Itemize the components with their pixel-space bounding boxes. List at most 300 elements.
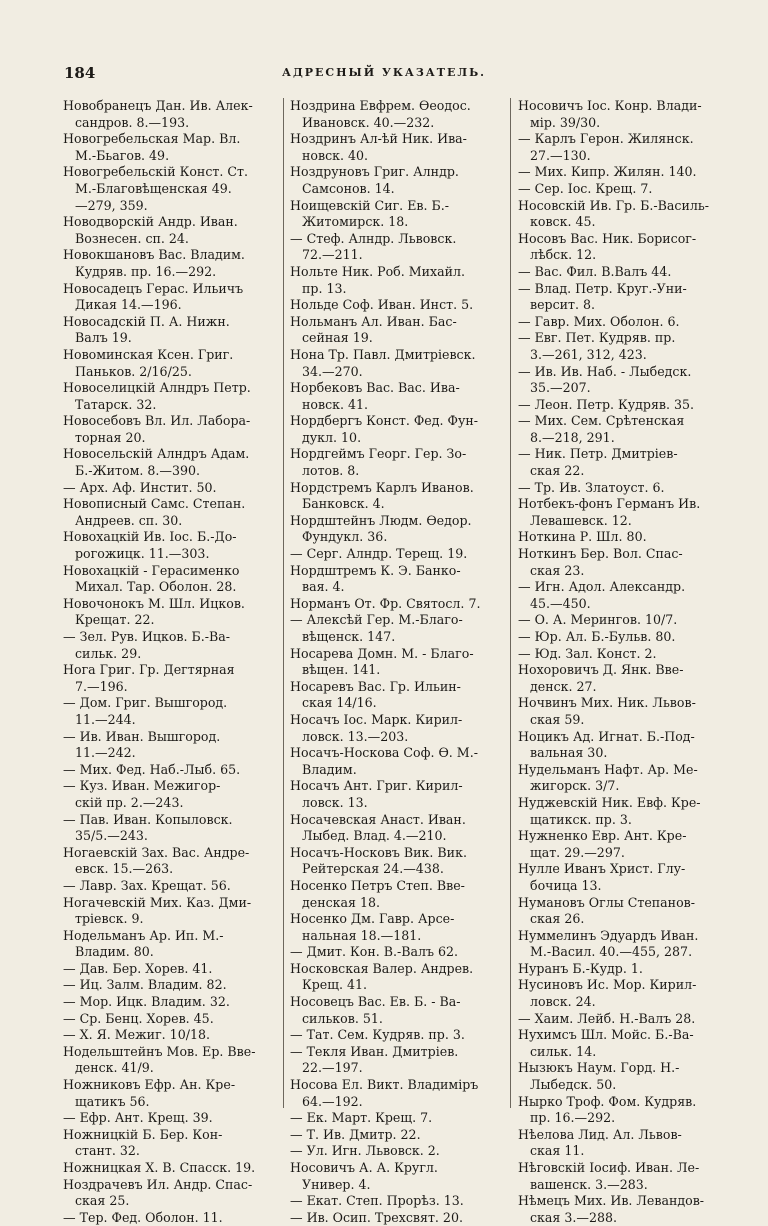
entry-continuation: евск. 15.—263. — [75, 861, 174, 877]
directory-entry — [63, 812, 281, 845]
entry-line: — Ив. Иван. Вышгород. — [63, 728, 221, 744]
directory-entry — [290, 264, 508, 297]
directory-entry — [518, 364, 736, 397]
entry-continuation: Паньков. 2/16/25. — [75, 363, 192, 379]
entry-line: Ноздрачевъ Ил. Андр. Спас- — [63, 1176, 253, 1192]
directory-entry — [290, 1077, 508, 1110]
entry-continuation: нальная 18.—181. — [302, 927, 422, 943]
directory-entry — [518, 413, 736, 446]
entry-continuation: Универ. 4. — [302, 1176, 371, 1192]
entry-line: Ноздруновъ Григ. Алндр. — [290, 164, 459, 180]
entry-line: Нудельманъ Нафт. Ар. Ме- — [518, 761, 698, 777]
entry-continuation: 72.—211. — [302, 247, 363, 263]
entry-line: Нона Тр. Павл. Дмитріевск. — [290, 346, 476, 362]
entry-line: — Пав. Иван. Копыловск. — [63, 811, 233, 827]
entry-line: — Влад. Петр. Круг.-Уни- — [518, 280, 687, 296]
directory-entry — [63, 413, 281, 446]
directory-entry — [518, 1193, 736, 1226]
entry-line: — Мих. Кипр. Жилян. 140. — [518, 164, 697, 180]
directory-entry — [518, 181, 736, 198]
entry-continuation: Андреев. сп. 30. — [75, 512, 183, 528]
entry-line: Носачевская Анаст. Иван. — [290, 811, 466, 827]
entry-continuation: Дикая 14.—196. — [75, 297, 182, 313]
directory-entry — [63, 131, 281, 164]
directory-entry — [518, 330, 736, 363]
column-divider — [283, 98, 284, 1108]
entry-continuation: Крещ. 41. — [302, 977, 368, 993]
entry-line: Носковская Валер. Андрев. — [290, 960, 474, 976]
entry-line: — Юр. Ал. Б.-Бульв. 80. — [518, 629, 676, 644]
entry-line: Нухимсъ Шл. Мойс. Б.-Ва- — [518, 1027, 694, 1043]
entry-line: — Мих. Фед. Наб.-Лыб. 65. — [63, 761, 241, 777]
entry-line: Новосадскій П. А. Нижн. — [63, 313, 230, 329]
entry-continuation: ловск. 24. — [530, 994, 596, 1010]
entry-continuation: лотов. 8. — [302, 463, 360, 479]
entry-continuation: ловск. 13.—203. — [302, 728, 409, 744]
entry-line: — Лавр. Зах. Крещат. 56. — [63, 877, 231, 893]
entry-continuation: дукл. 10. — [302, 429, 362, 445]
column-divider — [510, 98, 511, 1108]
directory-entry — [518, 1011, 736, 1028]
entry-line: Новосебовъ Вл. Ил. Лабора- — [63, 413, 251, 429]
directory-column-1 — [63, 98, 281, 1226]
entry-line: — Дмит. Кон. В.-Валъ 62. — [290, 944, 459, 960]
entry-continuation: 64.—192. — [302, 1093, 363, 1109]
directory-entry — [290, 679, 508, 712]
entry-line: — Ив. Ив. Наб. - Лыбедск. — [518, 363, 692, 379]
entry-continuation: Татарск. 32. — [75, 396, 157, 412]
directory-entry — [290, 1193, 508, 1210]
entry-continuation: Житомирск. 18. — [302, 214, 409, 230]
directory-entry — [290, 612, 508, 645]
directory-entry — [63, 629, 281, 662]
entry-line: Нѣговскій Іосиф. Иван. Ле- — [518, 1160, 700, 1175]
entry-continuation: щатикск. пр. 3. — [530, 811, 632, 827]
entry-continuation: пр. 13. — [302, 280, 347, 296]
entry-continuation: стант. 32. — [75, 1143, 140, 1159]
directory-entry — [290, 812, 508, 845]
entry-line: Нотбекъ-фонъ Германъ Ив. — [518, 496, 701, 512]
directory-entry — [518, 264, 736, 281]
entry-line: Норбековъ Вас. Вас. Ива- — [290, 380, 460, 396]
entry-line: Новогребельскій Конст. Ст. — [63, 164, 248, 180]
entry-line: Новобранецъ Дан. Ив. Алек- — [63, 98, 253, 113]
directory-entry — [63, 1027, 281, 1044]
entry-continuation: торная 20. — [75, 429, 146, 445]
entry-continuation: ковск. 45. — [530, 214, 596, 230]
entry-continuation: Владим. — [302, 761, 357, 777]
directory-entry — [518, 828, 736, 861]
directory-entry — [290, 911, 508, 944]
entry-line: — Гавр. Мих. Оболон. 6. — [518, 313, 680, 329]
entry-continuation: сандров. 8.—193. — [75, 114, 190, 130]
entry-continuation: вашенск. 3.—283. — [530, 1176, 648, 1192]
directory-entry — [518, 281, 736, 314]
entry-continuation: тріевск. 9. — [75, 911, 144, 927]
entry-line: Ножниковъ Ефр. Ан. Кре- — [63, 1077, 236, 1093]
entry-line: — Дом. Григ. Вышгород. — [63, 695, 228, 711]
entry-continuation: М.-Благовѣщенская 49. — [75, 180, 232, 196]
entry-continuation: денск. 41/9. — [75, 1060, 154, 1076]
entry-continuation: сильк. 14. — [530, 1043, 597, 1059]
entry-continuation: 8.—218, 291. — [530, 429, 615, 445]
directory-entry — [290, 745, 508, 778]
entry-line: Нѣелова Лид. Ал. Львов- — [518, 1126, 682, 1142]
entry-continuation: Фундукл. 36. — [302, 529, 388, 545]
directory-entry — [290, 1027, 508, 1044]
entry-line: — Ефр. Ант. Крещ. 39. — [63, 1110, 213, 1126]
directory-entry — [290, 546, 508, 563]
directory-entry — [290, 198, 508, 231]
entry-line: — Стеф. Алндр. Львовск. — [290, 230, 457, 246]
directory-entry — [518, 662, 736, 695]
directory-column-2 — [290, 98, 508, 1226]
entry-continuation: денская 18. — [302, 894, 381, 910]
entry-line: — Леон. Петр. Кудряв. 35. — [518, 396, 695, 412]
directory-entry — [518, 480, 736, 497]
entry-line: Новосадецъ Герас. Ильичъ — [63, 280, 244, 296]
directory-entry — [290, 878, 508, 911]
directory-entry — [518, 397, 736, 414]
entry-continuation: 22.—197. — [302, 1060, 363, 1076]
directory-entry — [290, 961, 508, 994]
directory-entry — [63, 977, 281, 994]
entry-continuation: Лыбед. Влад. 4.—210. — [302, 828, 447, 844]
entry-continuation: ская 23. — [530, 562, 585, 578]
entry-line: Носовскій Ив. Гр. Б.-Василь- — [518, 197, 709, 213]
entry-continuation: 34.—270. — [302, 363, 363, 379]
entry-line: Норманъ От. Фр. Святосл. 7. — [290, 595, 481, 611]
entry-line: Новохацкій Ив. Іос. Б.-До- — [63, 529, 237, 545]
entry-line: — Мих. Сем. Срѣтенская — [518, 413, 685, 429]
directory-entry — [518, 164, 736, 181]
directory-entry — [518, 977, 736, 1010]
entry-line: Нодельштейнъ Мов. Ер. Вве- — [63, 1043, 256, 1059]
directory-entry — [63, 878, 281, 895]
directory-entry — [63, 1160, 281, 1177]
entry-line: Носачъ Іос. Марк. Кирил- — [290, 711, 463, 727]
entry-line: — Ср. Бенц. Хорев. 45. — [63, 1010, 214, 1026]
directory-entry — [63, 347, 281, 380]
directory-entry — [63, 314, 281, 347]
entry-continuation: ская 26. — [530, 911, 585, 927]
entry-continuation: ская 22. — [530, 463, 585, 479]
entry-continuation: бочица 13. — [530, 877, 602, 893]
entry-line: Новописный Самс. Степан. — [63, 496, 246, 512]
directory-entry — [63, 1044, 281, 1077]
directory-entry — [290, 297, 508, 314]
directory-entry — [290, 164, 508, 197]
entry-line: — Серг. Алндр. Терещ. 19. — [290, 546, 468, 562]
directory-entry — [63, 214, 281, 247]
directory-entry — [290, 380, 508, 413]
entry-line: — Вас. Фил. В.Валъ 44. — [518, 263, 672, 279]
entry-line: Ногаевскій Зах. Вас. Андре- — [63, 844, 250, 860]
directory-entry — [518, 928, 736, 961]
directory-entry — [290, 596, 508, 613]
entry-line: Нѣмецъ Мих. Ив. Левандов- — [518, 1193, 705, 1209]
directory-entry — [63, 281, 281, 314]
directory-entry — [290, 712, 508, 745]
directory-entry — [63, 596, 281, 629]
directory-entry — [518, 546, 736, 579]
directory-entry — [290, 347, 508, 380]
entry-continuation: щатикъ 56. — [75, 1093, 150, 1109]
entry-line: — Куз. Иван. Межигор- — [63, 778, 221, 794]
entry-continuation: М.-Васил. 40.—455, 287. — [530, 944, 693, 960]
directory-entry — [518, 612, 736, 629]
entry-line: — Иц. Залм. Владим. 82. — [63, 977, 227, 993]
entry-continuation: Лыбедск. 50. — [530, 1077, 617, 1093]
entry-line: — Сер. Іос. Крещ. 7. — [518, 180, 653, 196]
entry-line: — Т. Ив. Дмитр. 22. — [290, 1126, 421, 1142]
entry-line: Носаревъ Вас. Гр. Ильин- — [290, 678, 461, 694]
directory-entry — [518, 529, 736, 546]
directory-entry — [518, 98, 736, 131]
directory-entry — [518, 1027, 736, 1060]
entry-continuation: 7.—196. — [75, 678, 128, 694]
entry-continuation: пр. 16.—292. — [530, 1110, 616, 1126]
entry-line: Нольде Соф. Иван. Инст. 5. — [290, 297, 474, 313]
running-head: АДРЕСНЫЙ УКАЗАТЕЛЬ. — [282, 66, 486, 79]
directory-entry — [290, 1110, 508, 1127]
entry-continuation: денск. 27. — [530, 678, 597, 694]
directory-entry — [518, 629, 736, 646]
entry-continuation: ская 3.—288. — [530, 1209, 618, 1225]
entry-continuation: 11.—242. — [75, 745, 136, 761]
entry-line: Ночвинъ Мих. Ник. Львов- — [518, 695, 696, 711]
entry-line: Нуджевскій Ник. Евф. Кре- — [518, 794, 701, 810]
directory-entry — [518, 446, 736, 479]
entry-line: Носова Ел. Викт. Владиміръ — [290, 1077, 479, 1093]
entry-continuation: рогожицк. 11.—303. — [75, 546, 210, 562]
entry-line: — Дав. Бер. Хорев. 41. — [63, 960, 213, 976]
entry-continuation: вѣщен. 141. — [302, 662, 381, 678]
directory-entry — [63, 994, 281, 1011]
directory-entry — [290, 1160, 508, 1193]
entry-continuation: Вознесен. сп. 24. — [75, 230, 189, 246]
entry-line: Носачъ-Носковъ Вик. Вик. — [290, 844, 467, 860]
entry-line: Нога Григ. Гр. Дегтярная — [63, 662, 235, 678]
entry-line: Носарева Домн. М. - Благо- — [290, 645, 474, 661]
directory-entry — [518, 496, 736, 529]
directory-entry — [290, 778, 508, 811]
entry-line: — Ул. Игн. Львовск. 2. — [290, 1143, 440, 1159]
entry-line: Ноткинъ Бер. Вол. Спас- — [518, 546, 683, 562]
entry-line: — Тат. Сем. Кудряв. пр. 3. — [290, 1027, 465, 1043]
entry-line: Новоминская Ксен. Григ. — [63, 346, 234, 362]
entry-continuation: Кудряв. пр. 16.—292. — [75, 263, 217, 279]
page-number: 184 — [64, 64, 96, 82]
directory-entry — [518, 861, 736, 894]
entry-continuation: вая. 4. — [302, 579, 345, 595]
entry-continuation: —279, 359. — [75, 197, 148, 213]
entry-line: — Алексѣй Гер. М.-Благо- — [290, 612, 463, 628]
directory-entry — [290, 646, 508, 679]
directory-entry — [518, 762, 736, 795]
entry-continuation: скій пр. 2.—243. — [75, 794, 184, 810]
entry-continuation: ская 25. — [75, 1193, 130, 1209]
entry-continuation: ская 59. — [530, 711, 585, 727]
entry-line: Носачъ Ант. Григ. Кирил- — [290, 778, 463, 794]
directory-entry — [63, 1210, 281, 1226]
entry-continuation: Владим. 80. — [75, 944, 154, 960]
entry-line: Ножницкая Х. В. Спасск. 19. — [63, 1160, 256, 1175]
directory-entry — [290, 480, 508, 513]
directory-entry — [290, 314, 508, 347]
directory-entry — [290, 446, 508, 479]
entry-continuation: жигорск. 3/7. — [530, 778, 620, 794]
entry-continuation: версит. 8. — [530, 297, 596, 313]
entry-line: Нумановъ Оглы Степанов- — [518, 894, 696, 910]
entry-line: — Текля Иван. Дмитріев. — [290, 1043, 459, 1059]
entry-line: — Тер. Фед. Оболон. 11. — [63, 1209, 223, 1225]
entry-line: — Арх. Аф. Инстит. 50. — [63, 479, 217, 495]
entry-continuation: Б.-Житом. 8.—390. — [75, 463, 201, 479]
entry-line: Нуранъ Б.-Кудр. 1. — [518, 960, 643, 976]
entry-continuation: 35/5.—243. — [75, 828, 148, 844]
directory-entry — [518, 231, 736, 264]
directory-entry — [63, 247, 281, 280]
directory-entry — [63, 1177, 281, 1210]
entry-line: — Екат. Степ. Прорѣз. 13. — [290, 1193, 464, 1209]
directory-entry — [63, 729, 281, 762]
entry-line: — Зел. Рув. Ицков. Б.-Ва- — [63, 629, 231, 644]
directory-entry — [290, 98, 508, 131]
directory-entry — [63, 778, 281, 811]
entry-continuation: мір. 39/30. — [530, 114, 601, 130]
directory-entry — [518, 895, 736, 928]
entry-continuation: новск. 40. — [302, 147, 369, 163]
directory-entry — [63, 895, 281, 928]
directory-entry — [518, 961, 736, 978]
entry-line: — Юд. Зал. Конст. 2. — [518, 645, 657, 661]
entry-continuation: сильк. 29. — [75, 645, 142, 661]
directory-entry — [518, 695, 736, 728]
directory-entry — [290, 845, 508, 878]
entry-line: Ноздрина Евфрем. Ѳеодос. — [290, 98, 471, 113]
directory-entry — [290, 944, 508, 961]
entry-line: Носовецъ Вас. Ев. Б. - Ва- — [290, 994, 461, 1010]
entry-line: Нусиновъ Ис. Мор. Кирил- — [518, 977, 697, 993]
entry-line: Ногачевскій Мих. Каз. Дми- — [63, 894, 252, 910]
directory-entry — [63, 1077, 281, 1110]
entry-continuation: Рейтерская 24.—438. — [302, 861, 444, 877]
entry-line: Новодворскій Андр. Иван. — [63, 214, 238, 230]
entry-line: Нордгеймъ Георг. Гер. Зо- — [290, 446, 467, 462]
entry-line: Нодельманъ Ар. Ип. М.- — [63, 927, 224, 943]
entry-line: Ноткина Р. Шл. 80. — [518, 529, 647, 545]
directory-entry — [518, 729, 736, 762]
directory-entry — [290, 413, 508, 446]
directory-entry — [518, 198, 736, 231]
directory-entry — [63, 496, 281, 529]
entry-continuation: Михал. Тар. Оболон. 28. — [75, 579, 237, 595]
entry-line: Ножницкій Б. Бер. Кон- — [63, 1126, 223, 1142]
entry-line: — Ив. Осип. Трехсвят. 20. — [290, 1209, 463, 1225]
entry-line: Носовъ Вас. Ник. Борисог- — [518, 230, 697, 246]
directory-entry — [63, 529, 281, 562]
directory-entry — [63, 1127, 281, 1160]
directory-entry — [63, 961, 281, 978]
entry-line: — Хаим. Лейб. Н.-Валъ 28. — [518, 1010, 696, 1026]
entry-line: Нызюкъ Наум. Горд. Н.- — [518, 1060, 680, 1076]
entry-line: Носенко Дм. Гавр. Арсе- — [290, 911, 455, 927]
entry-line: Носенко Петръ Степ. Вве- — [290, 877, 465, 893]
entry-line: Новосельскій Алндръ Адам. — [63, 446, 250, 462]
entry-line: Новогребельская Мар. Вл. — [63, 131, 241, 147]
entry-continuation: новск. 41. — [302, 396, 369, 412]
entry-continuation: Крещат. 22. — [75, 612, 155, 628]
directory-entry — [518, 1094, 736, 1127]
entry-line: Носовичъ А. А. Кругл. — [290, 1160, 438, 1175]
entry-continuation: щат. 29.—297. — [530, 844, 625, 860]
directory-entry — [63, 1110, 281, 1127]
entry-line: — Ник. Петр. Дмитріев- — [518, 446, 678, 462]
directory-entry — [518, 1160, 736, 1193]
entry-line: Новочонокъ М. Шл. Ицков. — [63, 595, 245, 611]
directory-entry — [290, 131, 508, 164]
entry-continuation: вѣщенск. 147. — [302, 629, 396, 644]
directory-entry — [63, 1011, 281, 1028]
entry-continuation: 27.—130. — [530, 147, 591, 163]
entry-line: Ноищевскій Сиг. Ев. Б.- — [290, 197, 449, 213]
entry-line: Носовичъ Іос. Конр. Влади- — [518, 98, 702, 113]
entry-line: Нужненко Евр. Ант. Кре- — [518, 828, 687, 844]
entry-line: — Евг. Пет. Кудряв. пр. — [518, 330, 676, 346]
directory-entry — [518, 131, 736, 164]
entry-line: Новоселицкій Алндръ Петр. — [63, 380, 251, 396]
entry-line: Нырко Троф. Фом. Кудряв. — [518, 1093, 697, 1109]
entry-line: — Тр. Ив. Златоуст. 6. — [518, 479, 665, 495]
entry-continuation: Ивановск. 40.—232. — [302, 114, 435, 130]
entry-line: Нохоровичъ Д. Янк. Вве- — [518, 662, 684, 678]
entry-line: Нордбергъ Конст. Фед. Фун- — [290, 413, 479, 429]
directory-entry — [63, 762, 281, 779]
entry-continuation: сильков. 51. — [302, 1010, 383, 1026]
directory-entry — [63, 662, 281, 695]
directory-entry — [63, 845, 281, 878]
directory-entry — [518, 795, 736, 828]
entry-continuation: 11.—244. — [75, 711, 136, 727]
entry-line: — Мор. Ицк. Владим. 32. — [63, 994, 230, 1010]
entry-line: — О. А. Мерингов. 10/7. — [518, 612, 678, 628]
entry-line: Нордштремъ К. Э. Банко- — [290, 562, 461, 578]
directory-entry — [290, 1143, 508, 1160]
directory-entry — [63, 480, 281, 497]
directory-entry — [290, 994, 508, 1027]
entry-continuation: ская 14/16. — [302, 695, 377, 711]
directory-entry — [518, 1127, 736, 1160]
directory-entry — [518, 579, 736, 612]
entry-line: Нольманъ Ал. Иван. Бас- — [290, 313, 457, 329]
entry-continuation: 3.—261, 312, 423. — [530, 346, 647, 362]
entry-line: Нольте Ник. Роб. Михайл. — [290, 263, 466, 279]
entry-line: Носачъ-Носкова Соф. Ѳ. М.- — [290, 745, 478, 761]
entry-continuation: вальная 30. — [530, 745, 608, 761]
entry-continuation: 35.—207. — [530, 380, 591, 396]
directory-entry — [518, 1060, 736, 1093]
directory-entry — [518, 646, 736, 663]
directory-entry — [518, 314, 736, 331]
entry-line: Новокшановъ Вас. Владим. — [63, 247, 245, 263]
directory-entry — [63, 164, 281, 214]
entry-line: — Карлъ Герон. Жилянск. — [518, 131, 694, 147]
entry-continuation: сейная 19. — [302, 330, 373, 346]
entry-continuation: Левашевск. 12. — [530, 512, 632, 528]
entry-line: — Х. Я. Межиг. 10/18. — [63, 1027, 210, 1043]
directory-entry — [63, 380, 281, 413]
